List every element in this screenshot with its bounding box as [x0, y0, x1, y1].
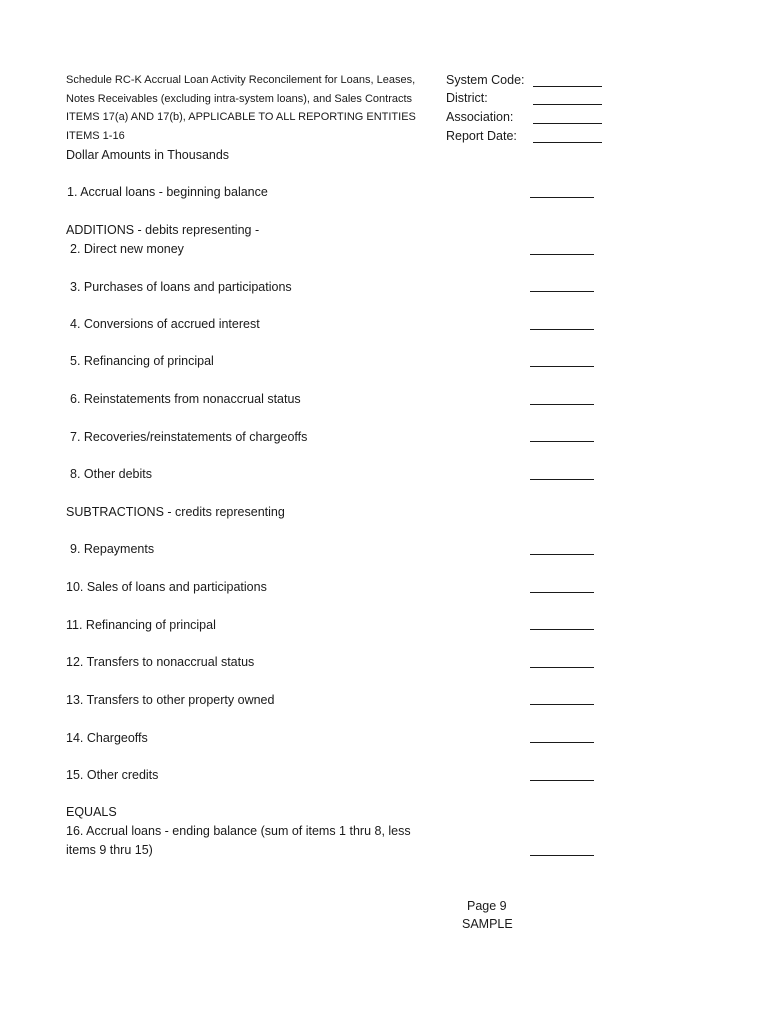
item-2-field[interactable]	[530, 254, 594, 255]
item-12-label: 12. Transfers to nonaccrual status	[66, 655, 255, 669]
item-15-label: 15. Other credits	[66, 768, 159, 782]
item-7-field[interactable]	[530, 441, 594, 442]
item-4-field[interactable]	[530, 329, 594, 330]
equals-section-heading: EQUALS	[66, 805, 117, 819]
item-7-label: 7. Recoveries/reinstatements of chargeoffs	[70, 430, 308, 444]
item-5-field[interactable]	[530, 366, 594, 367]
subtractions-section-heading: SUBTRACTIONS - credits representing	[66, 505, 285, 519]
item-15-field[interactable]	[530, 780, 594, 781]
item-5-label: 5. Refinancing of principal	[70, 354, 214, 368]
additions-section-heading: ADDITIONS - debits representing -	[66, 223, 260, 237]
item-8-label: 8. Other debits	[70, 467, 152, 481]
item-11-label: 11. Refinancing of principal	[66, 618, 216, 632]
item-2-label: 2. Direct new money	[70, 242, 184, 256]
item-1-field[interactable]	[530, 197, 594, 198]
item-6-label: 6. Reinstatements from nonaccrual status	[70, 392, 301, 406]
item-8-field[interactable]	[530, 479, 594, 480]
item-10-field[interactable]	[530, 592, 594, 593]
schedule-title-line-4: ITEMS 1-16	[66, 130, 125, 142]
item-12-field[interactable]	[530, 667, 594, 668]
item-13-field[interactable]	[530, 704, 594, 705]
item-4-label: 4. Conversions of accrued interest	[70, 317, 260, 331]
item-14-label: 14. Chargeoffs	[66, 731, 148, 745]
item-1-label: 1. Accrual loans - beginning balance	[67, 185, 268, 199]
district-field[interactable]	[533, 104, 602, 105]
schedule-title-line-1: Schedule RC-K Accrual Loan Activity Reconcilement for Loans, Leases,	[66, 74, 416, 86]
schedule-title-line-3: ITEMS 17(a) AND 17(b), APPLICABLE TO ALL REPORTING ENTITIES	[66, 111, 416, 123]
dollar-units-label: Dollar Amounts in Thousands	[66, 148, 230, 162]
system-code-label: System Code:	[446, 73, 525, 87]
system-code-field[interactable]	[533, 86, 602, 87]
item-11-field[interactable]	[530, 629, 594, 630]
item-13-label: 13. Transfers to other property owned	[66, 693, 275, 707]
item-16-field[interactable]	[530, 855, 594, 856]
item-3-field[interactable]	[530, 291, 594, 292]
report-date-field[interactable]	[533, 142, 602, 143]
item-3-label: 3. Purchases of loans and participations	[70, 280, 292, 294]
report-date-label: Report Date:	[446, 129, 517, 143]
item-16-label-line-1: 16. Accrual loans - ending balance (sum of items 1 thru 8, less	[66, 824, 411, 838]
item-16-label-line-2: items 9 thru 15)	[66, 843, 153, 857]
association-field[interactable]	[533, 123, 602, 124]
item-10-label: 10. Sales of loans and participations	[66, 580, 267, 594]
district-label: District:	[446, 91, 488, 105]
page-number: Page 9	[467, 899, 507, 913]
schedule-title-line-2: Notes Receivables (excluding intra-system loans), and Sales Contracts	[66, 93, 413, 105]
item-9-label: 9. Repayments	[70, 542, 155, 556]
item-9-field[interactable]	[530, 554, 594, 555]
item-6-field[interactable]	[530, 404, 594, 405]
association-label: Association:	[446, 110, 514, 124]
sample-stamp: SAMPLE	[462, 917, 513, 931]
item-14-field[interactable]	[530, 742, 594, 743]
